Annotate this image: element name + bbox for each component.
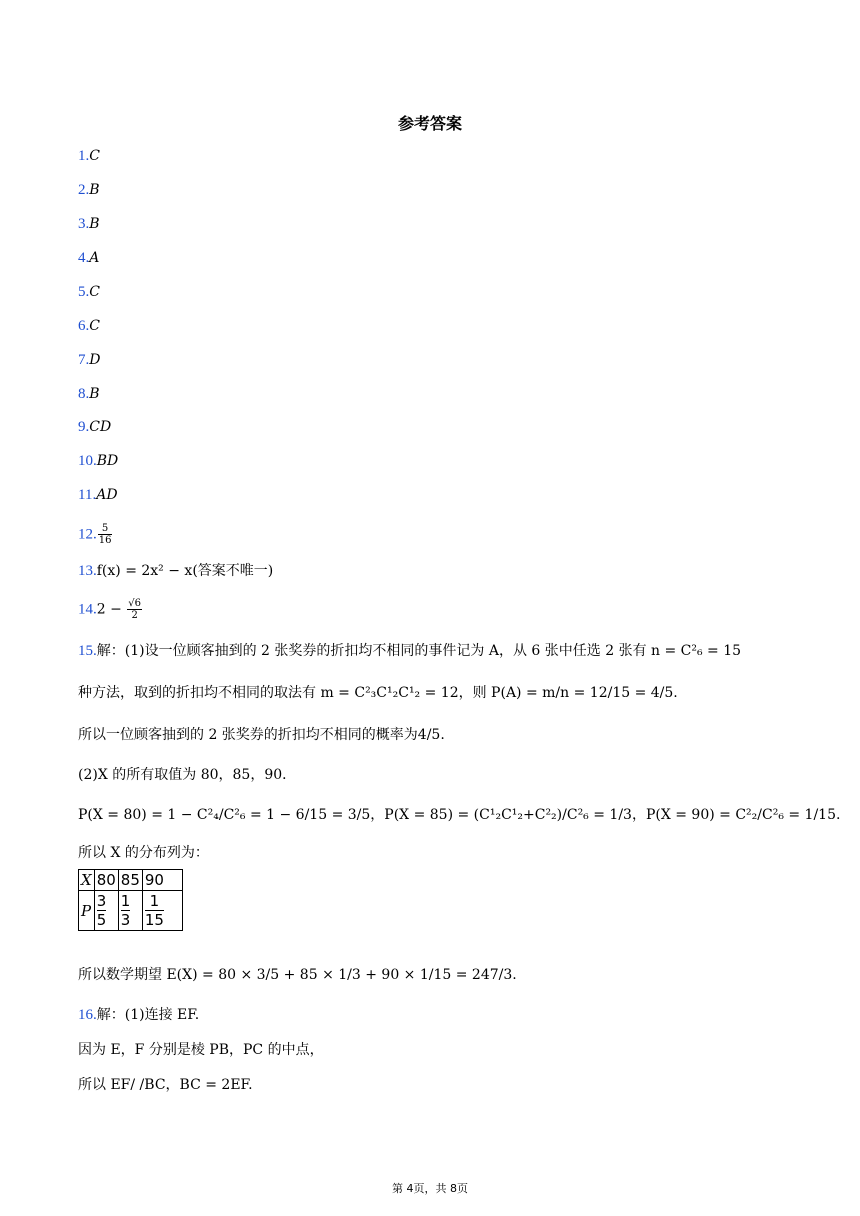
question-number: 2. [78,182,90,198]
answer-12 [78,523,113,546]
q15-line-7: 所以数学期望 E(X) = 80 × 3/5 + 85 × 1/3 + 90 × 1/15 = 247/3. [78,967,517,983]
q15-line-5: P(X = 80) = 1 − C²₄/C²₆ = 1 − 6/15 = 3/5，P(X = 85) = (C¹₂C¹₂+C²₂)/C²₆ = 1/3，P(X = 90) = C²₂/C²₆ = 1/15. [78,807,841,823]
answer-value: AD [96,487,118,503]
answer-value: C [89,148,100,164]
q15-line-3: 所以一位顾客抽到的 2 张奖券的折扣均不相同的概率为4/5. [78,727,445,743]
fraction-denominator: 3 [120,911,131,929]
q15-line-1 [78,640,741,662]
probability-fraction [97,892,107,929]
q15-line-6: 所以 X 的分布列为： [78,845,209,861]
page-footer: 第 4页，共 8页 [392,1182,468,1195]
question-number: 12. [78,526,97,543]
q16-line-2: 因为 E，F 分别是棱 PB，PC 的中点， [78,1042,324,1058]
answer-value: C [89,284,100,300]
q16-line-3: 所以 EF/ /BC，BC = 2EF. [78,1077,253,1093]
table-cell: 90 [142,870,182,891]
fraction-denominator: 15 [144,911,164,929]
fraction-numerator: 1 [145,892,164,911]
answer-value: C [89,318,100,334]
question-number: 6. [78,318,90,334]
answer-item [78,180,100,200]
answer-13-text: f(x) = 2x² − x(答案不唯一) [96,563,274,579]
probability-fraction [121,892,131,929]
answer-value: B [89,182,100,198]
table-cell [94,891,118,931]
fraction-numerator: √6 [128,598,142,609]
question-number: 14. [78,601,97,618]
question-number: 15. [78,643,97,659]
question-number: 8. [78,386,90,402]
question-number: 9. [78,419,90,435]
fraction-numerator: 1 [120,892,131,910]
table-cell: 80 [94,870,118,891]
answer-item [78,485,118,505]
answer-item [78,316,100,336]
q15-line-4: (2)X 的所有取值为 80，85，90． [78,767,297,783]
answer-item [78,146,100,166]
table-cell: X [79,870,95,891]
answer-item [78,248,99,268]
fraction-numerator: 5 [98,523,113,535]
table-cell: P [79,891,95,931]
answer-13 [78,561,273,581]
fraction-denominator: 16 [98,535,112,546]
table-cell [142,891,182,931]
answer-value: BD [96,453,119,469]
fraction-denominator: 5 [96,911,107,929]
answer-fraction [127,598,142,621]
probability-fraction [145,892,164,929]
table-cell [118,891,142,931]
question-number: 13. [78,563,97,579]
question-number: 3. [78,216,90,232]
answer-item [78,384,100,404]
fraction-numerator: 3 [96,892,107,910]
table-row [79,891,183,931]
fraction-denominator: 2 [131,610,138,621]
answer-value: B [89,386,100,402]
q16-line-1 [78,1004,199,1026]
answer-item [78,451,118,471]
page-title: 参考答案 [397,114,462,133]
answer-fraction [98,523,113,546]
answer-item [78,214,100,234]
answer-value: CD [89,419,112,435]
answer-value: D [89,352,101,368]
solution-text: 解：(1)设一位顾客抽到的 2 张奖券的折扣均不相同的事件记为 A，从 6 张中任选 2 张有 n = C²₆ = 15 [96,643,742,659]
answer-item [78,417,111,437]
q15-line-2: 种方法，取到的折扣均不相同的取法有 m = C²₃C¹₂C¹₂ = 12，则 P(A) = m/n = 12/15 = 4/5. [78,685,678,701]
answer-14-text: 2 − [96,601,122,618]
answer-value: A [89,250,100,266]
distribution-table [78,869,183,931]
table-cell: 85 [118,870,142,891]
question-number: 4. [78,250,90,266]
question-number: 11. [78,487,97,503]
question-number: 10. [78,453,97,469]
answer-14 [78,598,143,621]
table-row [79,870,183,891]
answer-item [78,282,100,302]
question-number: 5. [78,284,90,300]
answer-value: B [89,216,100,232]
question-number: 7. [78,352,90,368]
question-number: 1. [78,148,90,164]
answer-item [78,350,100,370]
question-number: 16. [78,1007,97,1023]
solution-text: 解：(1)连接 EF. [96,1007,200,1023]
